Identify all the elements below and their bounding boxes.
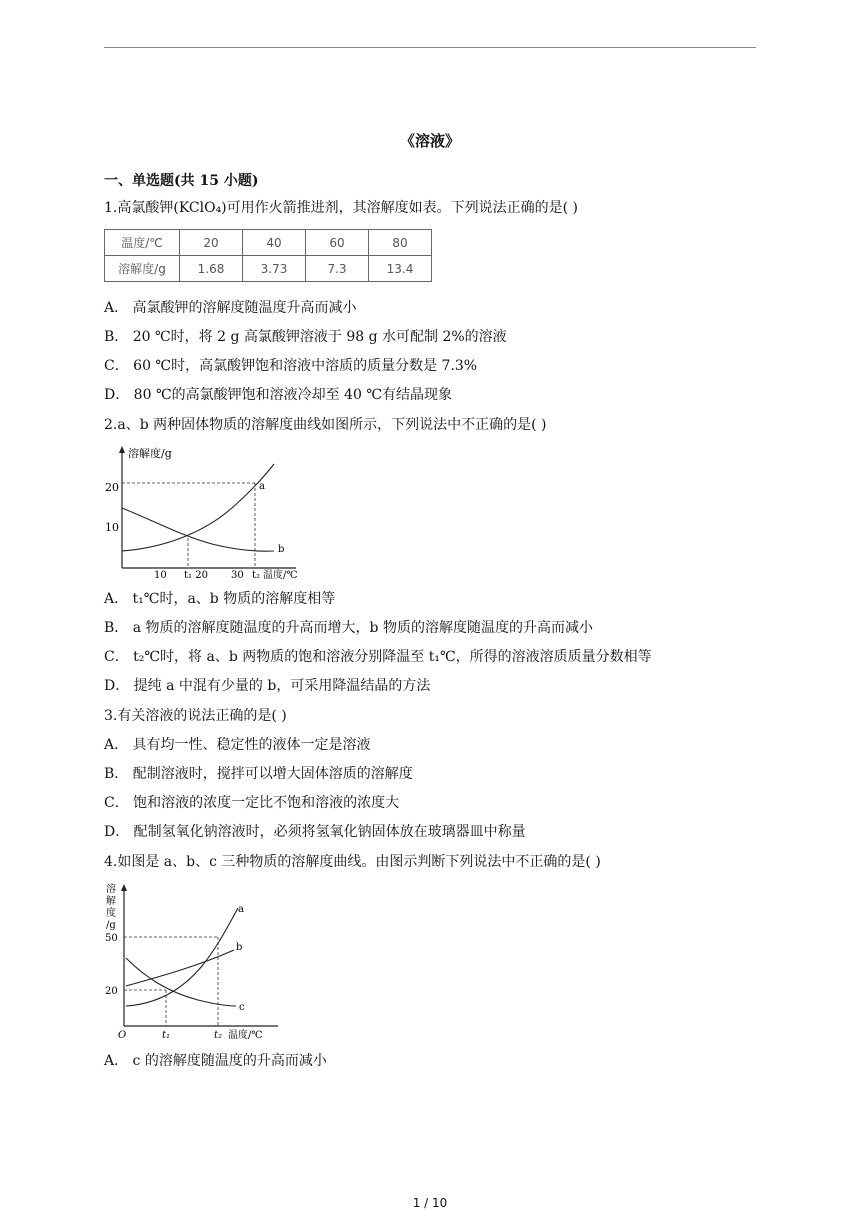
table-cell: 40 bbox=[243, 230, 306, 256]
y-axis-arrow bbox=[119, 446, 125, 453]
table-cell: 溶解度/g bbox=[105, 256, 180, 282]
series-label-a: a bbox=[238, 904, 244, 915]
q2-solubility-chart bbox=[102, 444, 302, 582]
q1-option-b: B． 20 ℃时，将 2 g 高氯酸钾溶液于 98 g 水可配制 2%的溶液 bbox=[104, 329, 507, 345]
x-axis-label: 温度/℃ bbox=[263, 570, 298, 581]
x-tick: 30 bbox=[231, 570, 244, 581]
q1-stem: 1.高氯酸钾(KClO₄)可用作火箭推进剂，其溶解度如表。下列说法正确的是( ) bbox=[104, 200, 579, 216]
q3-option-b: B． 配制溶液时，搅拌可以增大固体溶质的溶解度 bbox=[104, 766, 413, 782]
table-cell: 7.3 bbox=[306, 256, 369, 282]
curve-b bbox=[122, 508, 274, 551]
y-axis-label: /g bbox=[106, 920, 116, 931]
y-axis-label: 溶 bbox=[106, 884, 116, 895]
x-tick: t₁ 20 bbox=[184, 570, 208, 581]
table-cell: 13.4 bbox=[369, 256, 432, 282]
y-tick: 20 bbox=[105, 481, 119, 494]
header-rule bbox=[104, 47, 756, 48]
x-tick: t₂ bbox=[214, 1030, 223, 1041]
series-label-a: a bbox=[259, 481, 265, 492]
x-tick: t₂ bbox=[252, 570, 261, 581]
table-cell: 温度/℃ bbox=[105, 230, 180, 256]
section-heading: 一、单选题(共 15 小题) bbox=[104, 173, 259, 189]
page-number: 1 / 10 bbox=[412, 1196, 448, 1210]
q2-option-c: C． t₂℃时，将 a、b 两物质的饱和溶液分别降温至 t₁℃，所得的溶液溶质质量分数相等 bbox=[104, 649, 652, 665]
x-axis-label: 温度/℃ bbox=[228, 1030, 263, 1041]
q2-option-d: D． 提纯 a 中混有少量的 b，可采用降温结晶的方法 bbox=[104, 678, 431, 694]
x-tick: 10 bbox=[154, 570, 167, 581]
solubility-table bbox=[104, 229, 432, 282]
y-axis-arrow bbox=[121, 884, 127, 891]
curve-a bbox=[126, 908, 238, 1006]
y-tick: 50 bbox=[105, 933, 118, 944]
series-label-c: c bbox=[239, 1002, 245, 1013]
y-axis-label: 解 bbox=[106, 896, 116, 907]
y-tick: 20 bbox=[105, 986, 118, 997]
table-cell: 80 bbox=[369, 230, 432, 256]
table-cell: 3.73 bbox=[243, 256, 306, 282]
q1-option-d: D． 80 ℃的高氯酸钾饱和溶液冷却至 40 ℃有结晶现象 bbox=[104, 387, 452, 403]
q4-solubility-chart bbox=[102, 880, 282, 1042]
x-tick: t₁ bbox=[162, 1030, 171, 1041]
table-cell: 60 bbox=[306, 230, 369, 256]
q2-option-b: B． a 物质的溶解度随温度的升高而增大，b 物质的溶解度随温度的升高而减小 bbox=[104, 620, 593, 636]
q1-option-a: A． 高氯酸钾的溶解度随温度升高而减小 bbox=[104, 300, 357, 316]
q4-option-a: A． c 的溶解度随温度的升高而减小 bbox=[104, 1053, 327, 1069]
y-axis-label: 溶解度/g bbox=[128, 447, 172, 460]
q3-option-c: C． 饱和溶液的浓度一定比不饱和溶液的浓度大 bbox=[104, 795, 400, 811]
q2-option-a: A． t₁℃时，a、b 物质的溶解度相等 bbox=[104, 591, 336, 607]
series-label-b: b bbox=[278, 544, 285, 555]
page-title: 《溶液》 bbox=[399, 132, 460, 150]
table-cell: 1.68 bbox=[180, 256, 243, 282]
curve-c bbox=[126, 958, 236, 1006]
table-cell: 20 bbox=[180, 230, 243, 256]
y-tick: 10 bbox=[105, 521, 119, 534]
q4-stem: 4.如图是 a、b、c 三种物质的溶解度曲线。由图示判断下列说法中不正确的是( ) bbox=[104, 854, 601, 870]
q3-option-d: D． 配制氢氧化钠溶液时，必须将氢氧化钠固体放在玻璃器皿中称量 bbox=[104, 824, 526, 840]
series-label-b: b bbox=[236, 942, 243, 953]
q1-option-c: C． 60 ℃时，高氯酸钾饱和溶液中溶质的质量分数是 7.3% bbox=[104, 358, 478, 374]
q3-stem: 3.有关溶液的说法正确的是( ) bbox=[104, 708, 287, 724]
q3-option-a: A． 具有均一性、稳定性的液体一定是溶液 bbox=[104, 737, 371, 753]
curve-a bbox=[122, 464, 274, 551]
origin-label: O bbox=[118, 1030, 127, 1041]
y-axis-label: 度 bbox=[106, 908, 116, 919]
q2-stem: 2.a、b 两种固体物质的溶解度曲线如图所示，下列说法中不正确的是( ) bbox=[104, 417, 547, 433]
